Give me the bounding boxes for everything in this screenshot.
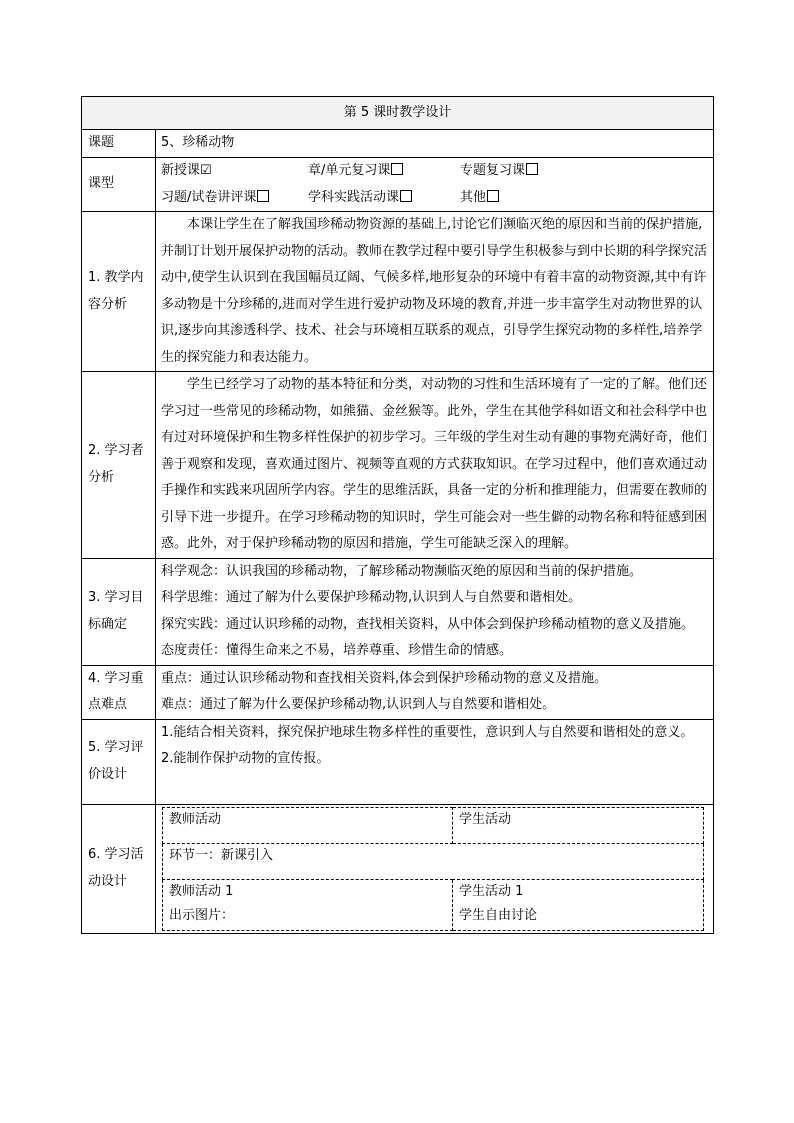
- page-title: 第 5 课时教学设计: [82, 97, 714, 130]
- lesson-plan-table: [81, 96, 714, 934]
- evaluation-item: 1.能结合相关资料，探究保护地球生物多样性的重要性，意识到人与自然要和谐相处的意义。: [161, 724, 694, 740]
- teacher-activity-1-title: 教师活动 1: [169, 883, 234, 899]
- title-row: [82, 97, 714, 130]
- lesson-type-options-row1: [161, 158, 708, 185]
- option-new-lesson[interactable]: [161, 158, 308, 185]
- lesson-type-label: 课型: [82, 158, 156, 212]
- option-label: 其他: [460, 189, 487, 205]
- learner-analysis-label: 2. 学习者分析: [82, 372, 156, 559]
- objectives-label: 3. 学习目标确定: [82, 558, 156, 665]
- topic-row: [82, 130, 714, 158]
- student-activity-header: 学生活动: [453, 807, 704, 843]
- activity-row: [82, 804, 714, 933]
- checkbox-unchecked-icon[interactable]: [391, 163, 403, 175]
- teacher-activity-1: [163, 879, 453, 930]
- topic-value: 5、珍稀动物: [156, 130, 714, 158]
- topic-label: 课题: [82, 130, 156, 158]
- student-activity-1: [453, 879, 704, 930]
- difficult-point-item: 难点：通过了解为什么要保护珍稀动物,认识到人与自然要和谐相处。: [161, 697, 556, 712]
- key-points-label: 4. 学习重点难点: [82, 665, 156, 719]
- activity-label: 6. 学习活动设计: [82, 804, 156, 933]
- evaluation-item: 2.能制作保护动物的宣传报。: [161, 751, 330, 766]
- option-label: 新授课☑: [161, 163, 212, 178]
- option-topic-review[interactable]: [460, 158, 538, 185]
- teacher-activity-1-text: 出示图片：: [169, 907, 235, 923]
- checkbox-unchecked-icon[interactable]: [526, 163, 538, 175]
- option-unit-review[interactable]: [308, 158, 460, 185]
- option-label: 专题复习课: [460, 163, 526, 178]
- section-intro: 环节一：新课引入: [163, 843, 704, 879]
- teacher-activity-header: 教师活动: [163, 807, 453, 843]
- objective-item: 科学思维：通过了解为什么要保护珍稀动物,认识到人与自然要和谐相处。: [161, 590, 582, 605]
- activity-table: [162, 807, 704, 931]
- objective-item: 态度责任：懂得生命来之不易，培养尊重、珍惜生命的情感。: [161, 643, 513, 658]
- evaluation-row: [82, 719, 714, 804]
- lesson-type-options-row2: [161, 185, 708, 212]
- learner-analysis-text: 学生已经学习了动物的基本特征和分类，对动物的习性和生活环境有了一定的了解。他们还学习过一些常见的珍稀动物，如熊猫、金丝猴等。此外，学生在其他学科如语文和社会科学中也有过对环境保护和生物多样性保护的初步学习。三年级的学生对生动有趣的事物充满好奇，他们善于观察和发现，喜欢通过图片、视频等直观的方式获取知识。在学习过程中，他们喜欢通过动手操作和实践来巩固所学内容。学生的思维活跃，具备一定的分析和推理能力，但需要在教师的引导下进一步提升。在学习珍稀动物的知识时，学生可能会对一些生僻的动物名称和特征感到困惑。此外，对于保护珍稀动物的原因和措施，学生可能缺乏深入的理解。: [161, 377, 708, 551]
- content-analysis-label: 1. 教学内容分析: [82, 212, 156, 372]
- option-other[interactable]: [460, 185, 499, 212]
- content-analysis-row: [82, 212, 714, 372]
- student-activity-1-title: 学生活动 1: [459, 883, 524, 899]
- objective-item: 探究实践：通过认识珍稀的动物，查找相关资料，从中体会到保护珍稀动植物的意义及措施。: [161, 616, 695, 632]
- option-label: 章/单元复习课: [308, 163, 391, 178]
- lesson-plan-sheet: [81, 96, 713, 934]
- evaluation-label: 5. 学习评价设计: [82, 719, 156, 804]
- key-point-item: 重点：通过认识珍稀动物和查找相关资料,体会到保护珍稀动物的意义及措施。: [161, 670, 608, 686]
- option-label: 学科实践活动课: [308, 189, 400, 205]
- checkbox-unchecked-icon[interactable]: [487, 190, 499, 202]
- checkbox-unchecked-icon[interactable]: [257, 190, 269, 202]
- learner-analysis-row: [82, 372, 714, 559]
- objectives-row: [82, 558, 714, 665]
- option-exercise-review[interactable]: [161, 185, 308, 212]
- option-label: 习题/试卷讲评课: [161, 189, 257, 205]
- option-practice-activity[interactable]: [308, 185, 460, 212]
- objective-item: 科学观念：认识我国的珍稀动物，了解珍稀动物濒临灭绝的原因和当前的保护措施。: [161, 563, 643, 579]
- lesson-type-row: [82, 158, 714, 212]
- key-points-row: [82, 665, 714, 719]
- student-activity-1-text: 学生自由讨论: [459, 907, 538, 923]
- checkbox-unchecked-icon[interactable]: [400, 190, 412, 202]
- content-analysis-text: 本课让学生在了解我国珍稀动物资源的基础上,讨论它们濒临灭绝的原因和当前的保护措施,并制订计划开展保护动物的活动。教师在教学过程中要引导学生积极参与到中长期的科学探究活动中,使学生认识到在我国幅员辽阔、气候多样,地形复杂的环境中有着丰富的动物资源,其中有许多动物是十分珍稀的,进而对学生进行爱护动物及环境的教育,并进一步丰富学生对动物世界的认识,逐步向其渗透科学、技术、社会与环境相互联系的观点，引导学生探究动物的多样性,培养学生的探究能力和表达能力。: [161, 217, 708, 365]
